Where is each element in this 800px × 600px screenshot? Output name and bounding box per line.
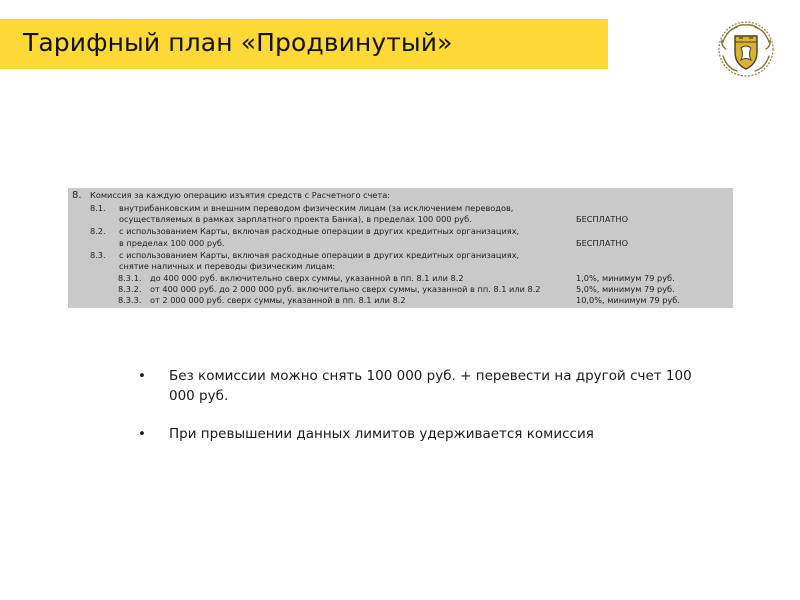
item-value: БЕСПЛАТНО bbox=[576, 214, 629, 224]
title-banner bbox=[0, 19, 608, 69]
item-number: 8.2. bbox=[90, 226, 106, 236]
item-text: с использованием Карты, включая расходные операции в других кредитных организациях, bbox=[119, 250, 520, 260]
subitem-text: от 2 000 000 руб. сверх суммы, указанной в пп. 8.1 или 8.2 bbox=[150, 295, 406, 305]
item-value: БЕСПЛАТНО bbox=[576, 238, 629, 248]
subitem-number: 8.3.2. bbox=[118, 284, 142, 294]
section-title: Комиссия за каждую операцию изъятия средств с Расчетного счета: bbox=[90, 190, 390, 200]
item-text: снятие наличных и переводы физическим лицам: bbox=[119, 261, 336, 271]
item-text: внутрибанковским и внешним переводом физическим лицам (за исключением переводов, bbox=[119, 203, 514, 213]
bullet-list bbox=[138, 367, 698, 464]
table-row bbox=[68, 261, 733, 272]
bank-coat-of-arms-icon bbox=[717, 20, 775, 78]
table-row bbox=[68, 250, 733, 261]
item-number: 8.3. bbox=[90, 250, 106, 260]
table-row bbox=[68, 238, 733, 249]
section-number: 8. bbox=[72, 190, 82, 201]
table-row bbox=[68, 295, 733, 306]
subitem-text: до 400 000 руб. включительно сверх суммы, указанной в пп. 8.1 или 8.2 bbox=[150, 273, 464, 283]
item-text: с использованием Карты, включая расходные операции в других кредитных организациях, bbox=[119, 226, 520, 236]
subitem-value: 10,0%, минимум 79 руб. bbox=[576, 295, 680, 305]
subitem-number: 8.3.1. bbox=[118, 273, 142, 283]
table-row bbox=[68, 226, 733, 237]
item-number: 8.1. bbox=[90, 203, 106, 213]
table-row bbox=[68, 214, 733, 225]
table-section-header bbox=[68, 190, 733, 201]
bullet-text: Без комиссии можно снять 100 000 руб. + перевести на другой счет 100 000 руб. bbox=[169, 368, 692, 404]
subitem-text: от 400 000 руб. до 2 000 000 руб. включительно сверх суммы, указанной в пп. 8.1 или 8.2 bbox=[150, 284, 541, 294]
table-row bbox=[68, 273, 733, 284]
table-row bbox=[68, 284, 733, 295]
bullet-text: При превышении данных лимитов удерживается комиссия bbox=[169, 426, 594, 442]
bullet-marker: • bbox=[138, 368, 146, 384]
bullet-item bbox=[138, 425, 698, 445]
subitem-value: 1,0%, минимум 79 руб. bbox=[576, 273, 675, 283]
tariff-table bbox=[68, 188, 733, 308]
bullet-item bbox=[138, 367, 698, 406]
slide-title: Тарифный план «Продвинутый» bbox=[23, 28, 453, 57]
item-text: в пределах 100 000 руб. bbox=[119, 238, 225, 248]
subitem-value: 5,0%, минимум 79 руб. bbox=[576, 284, 675, 294]
item-text: осуществляемых в рамках зарплатного проекта Банка), в пределах 100 000 руб. bbox=[119, 214, 472, 224]
bullet-marker: • bbox=[138, 426, 146, 442]
subitem-number: 8.3.3. bbox=[118, 295, 142, 305]
table-row bbox=[68, 203, 733, 214]
